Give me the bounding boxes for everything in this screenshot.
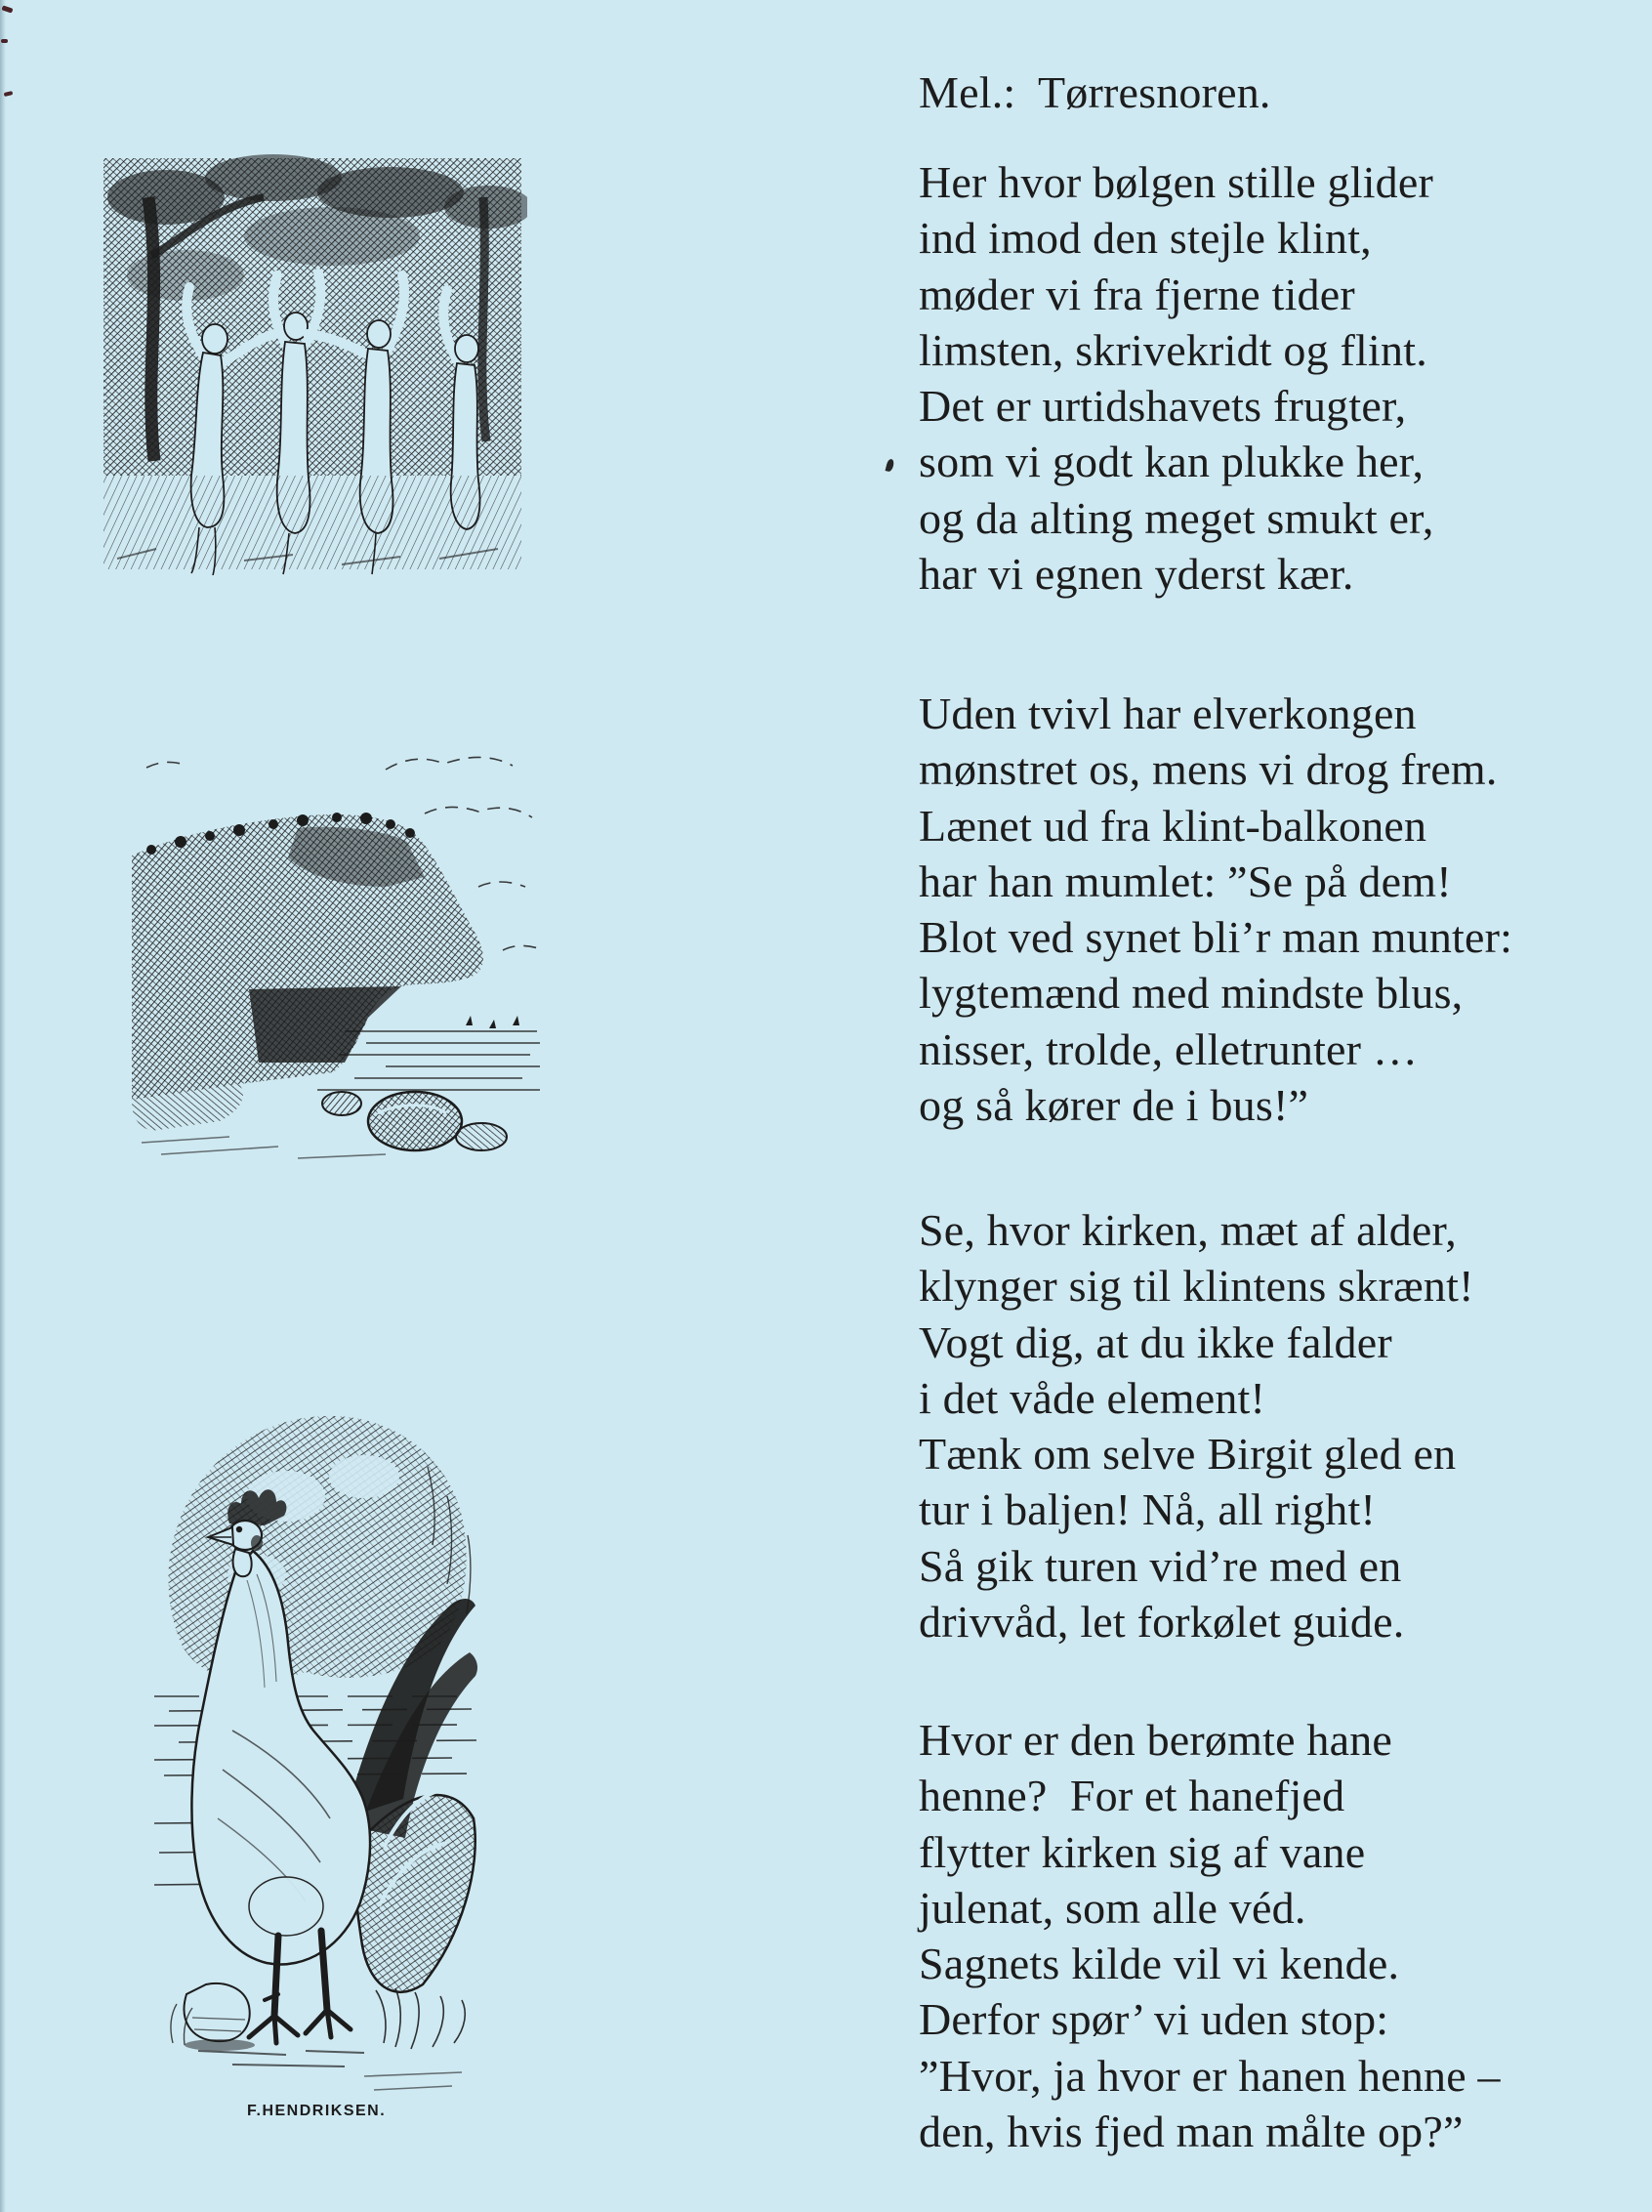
verse-line: Se, hvor kirken, mæt af alder,	[919, 1205, 1457, 1255]
verse-line: Det er urtidshavets frugter,	[919, 381, 1407, 432]
verse-line: og da alting meget smukt er,	[919, 492, 1434, 543]
cliff-illustration	[93, 740, 544, 1167]
verse-line: henne? For et hanefjed	[919, 1771, 1345, 1821]
foreground-rocks	[132, 1084, 507, 1158]
rooster-illustration	[140, 1359, 491, 2133]
verse-line: nisser, trolde, elletrunter …	[919, 1023, 1419, 1074]
melody-title: Mel.: Tørresnoren.	[919, 67, 1271, 117]
sailboats	[466, 1016, 519, 1028]
verse-line: Sagnets kilde vil vi kende.	[919, 1939, 1400, 1989]
verse-line: har vi egnen yderst kær.	[919, 549, 1354, 600]
verse-line: Uden tvivl har elverkongen	[919, 689, 1417, 738]
verse-line: limsten, skrivekridt og flint.	[919, 324, 1427, 375]
verse-4	[919, 1712, 1641, 2159]
verse-line: klynger sig til klintens skrænt!	[919, 1261, 1474, 1312]
verse-3	[919, 1202, 1641, 1649]
verse-line: og så kører de i bus!”	[919, 1080, 1309, 1131]
verse-line: i det våde element!	[919, 1372, 1266, 1423]
verse-line: ind imod den stejle klint,	[919, 213, 1372, 264]
verse-line: Her hvor bølgen stille glider	[919, 157, 1434, 207]
verse-line: Tænk om selve Birgit gled en	[919, 1429, 1457, 1480]
verse-line: flytter kirken sig af vane	[919, 1826, 1366, 1877]
verse-line: tur i baljen! Nå, all right!	[919, 1484, 1377, 1535]
verse-line: julenat, som alle véd.	[919, 1882, 1306, 1933]
verse-line: Blot ved synet bli’r man munter:	[919, 912, 1513, 963]
verse-line: har han mumlet: ”Se på dem!	[919, 856, 1452, 906]
verse-line: som vi godt kan plukke her,	[919, 437, 1425, 487]
ground-and-grass	[171, 1983, 465, 2090]
verse-line: ”Hvor, ja hvor er hanen henne –	[919, 2050, 1501, 2101]
verse-line: mønstret os, mens vi drog frem.	[919, 744, 1498, 795]
verse-line: Derfor spør’ vi uden stop:	[919, 1994, 1389, 2045]
verse-line: den, hvis fjed man målte op?”	[919, 2107, 1464, 2157]
scan-mark	[1, 39, 8, 43]
verse-2	[919, 686, 1641, 1133]
verse-line: møder vi fra fjerne tider	[919, 269, 1355, 319]
artist-signature: F.HENDRIKSEN.	[247, 2103, 387, 2119]
verse-1	[919, 154, 1641, 602]
forest-nymphs-illustration	[98, 139, 527, 575]
verse-line: lygtemænd med mindste blus,	[919, 968, 1464, 1019]
verse-line: drivvåd, let forkølet guide.	[919, 1597, 1405, 1648]
verse-line: Hvor er den berømte hane	[919, 1715, 1393, 1765]
verse-line: Lænet ud fra klint-balkonen	[919, 800, 1427, 851]
cliff-rock	[132, 813, 483, 1100]
verse-line: Vogt dig, at du ikke falder	[919, 1316, 1392, 1367]
scan-mark	[4, 91, 14, 97]
verse-line: Så gik turen vid’re med en	[919, 1540, 1402, 1591]
forest-floor	[103, 476, 521, 575]
scan-edge	[0, 0, 6, 2212]
scan-speck	[886, 458, 895, 472]
